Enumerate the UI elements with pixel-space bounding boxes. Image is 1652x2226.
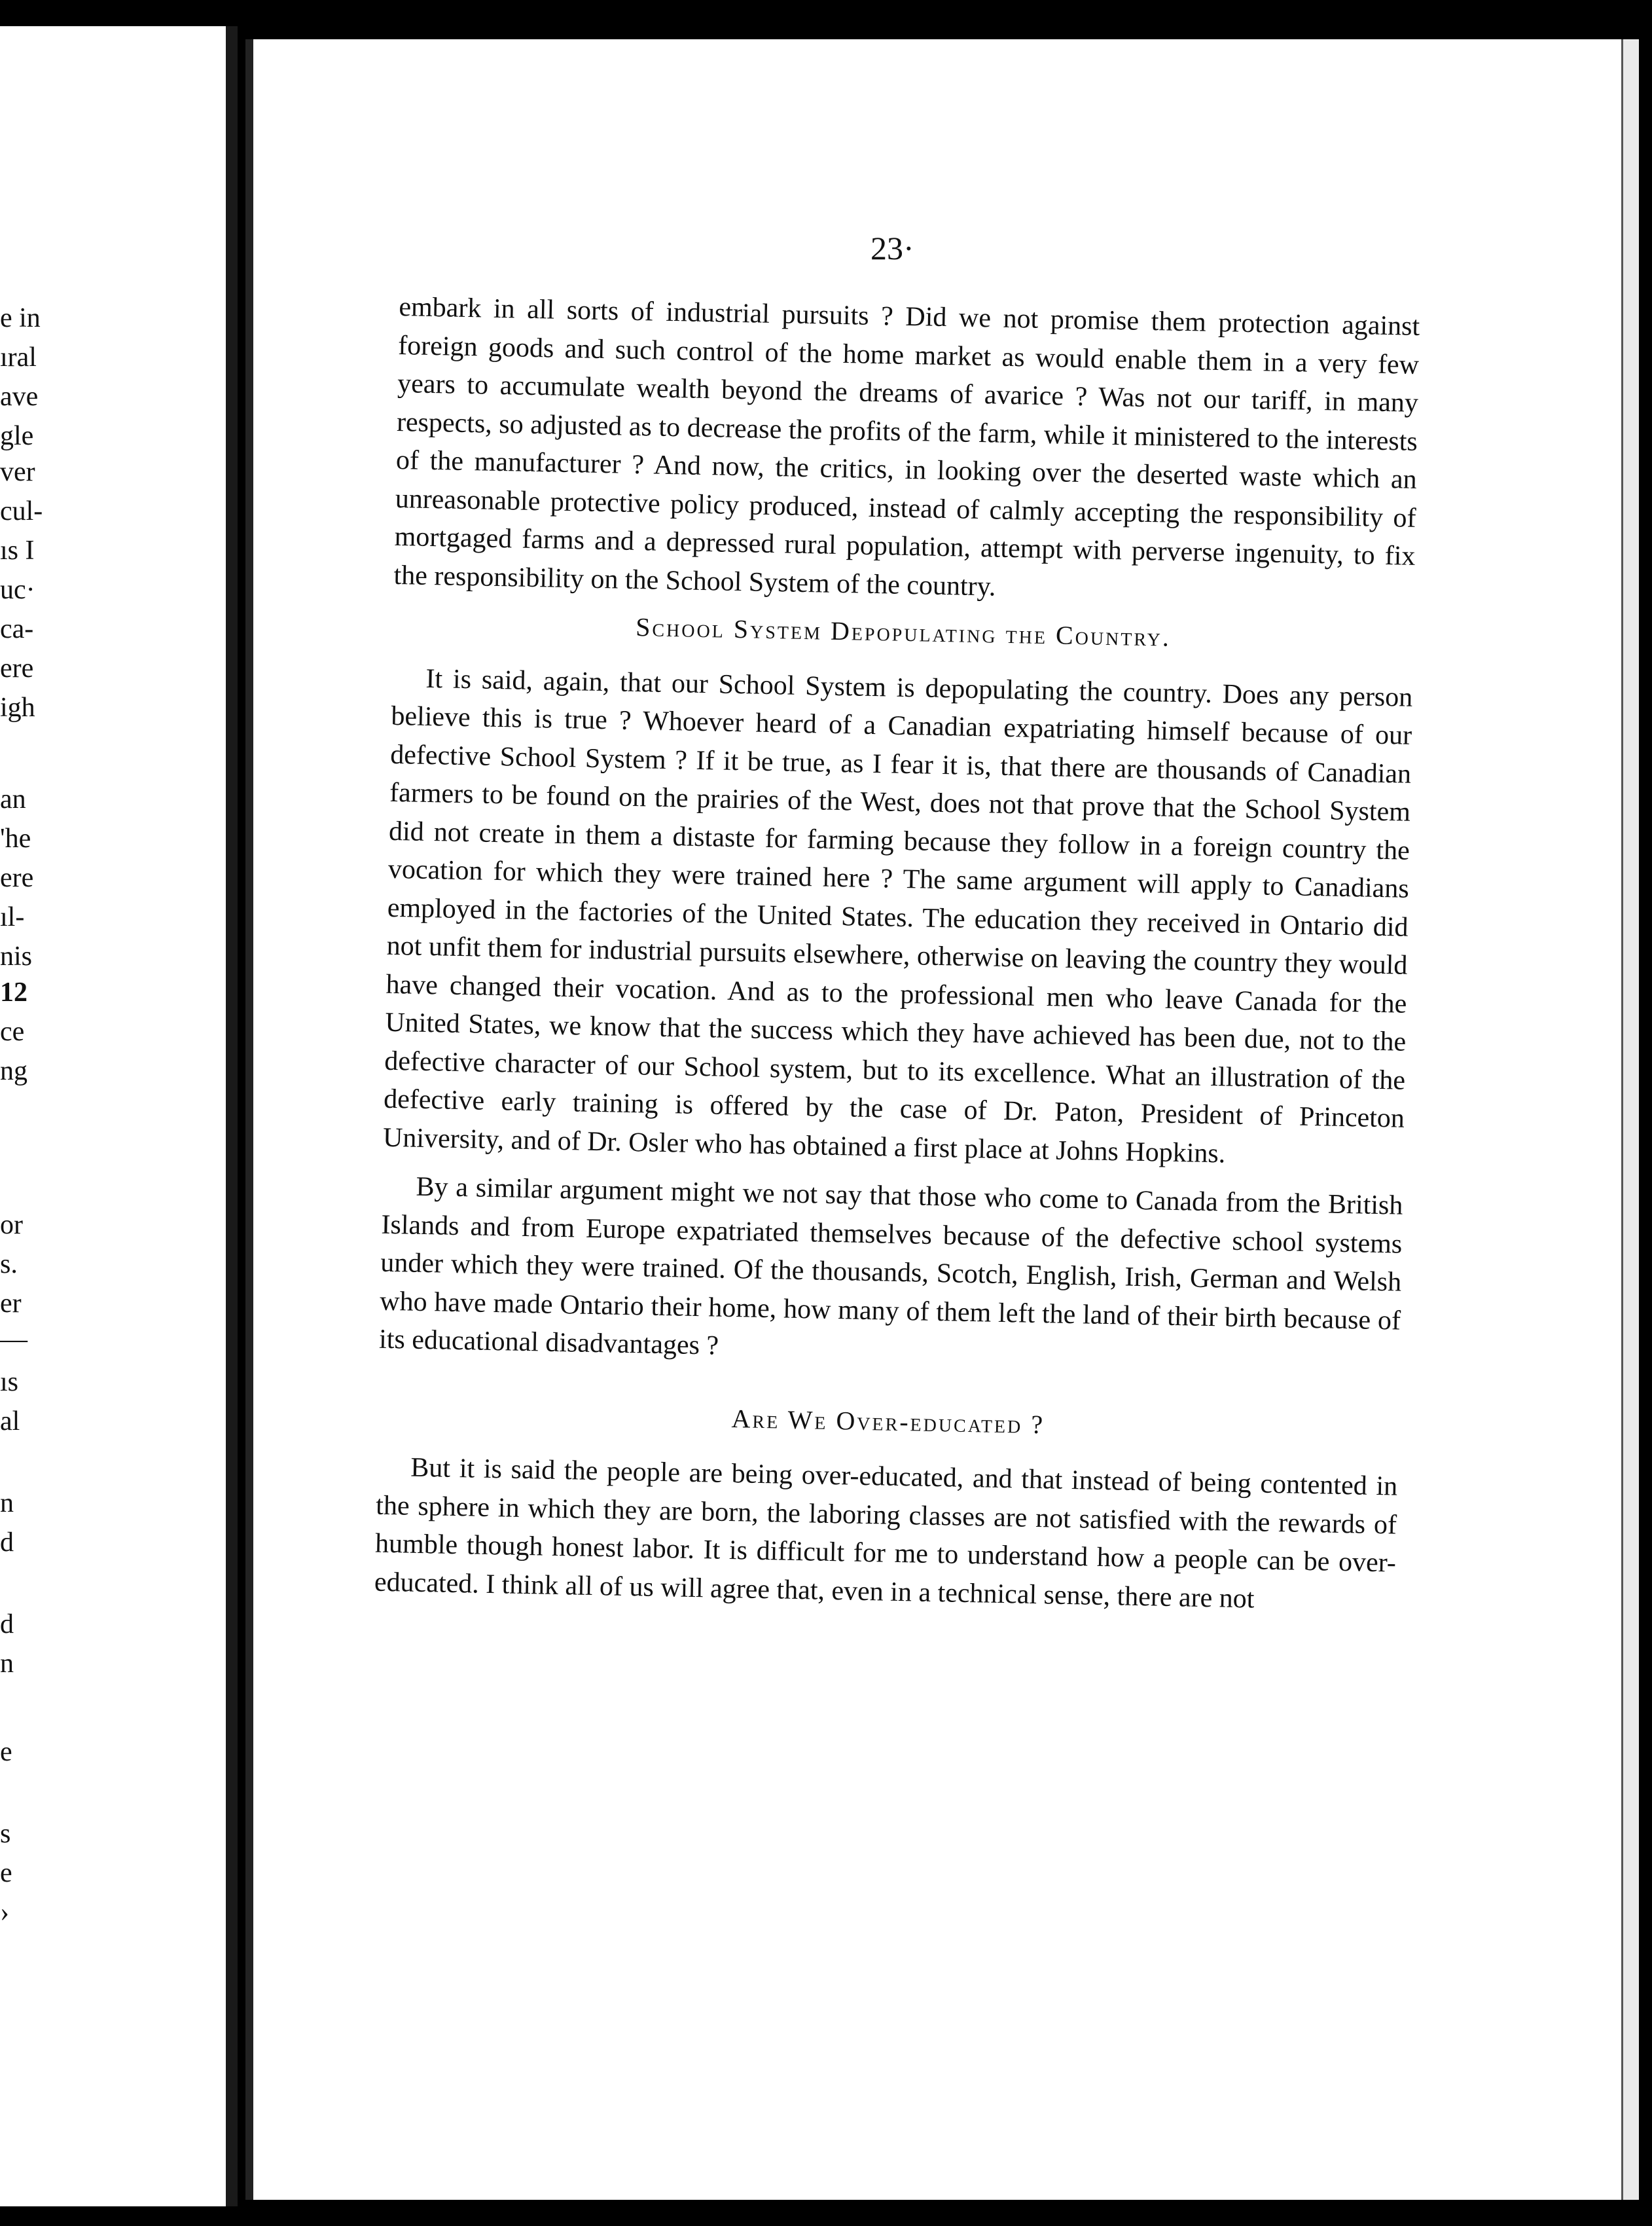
left-page-fragment: n xyxy=(0,1649,14,1679)
left-page-fragment: n xyxy=(0,1488,14,1518)
paragraph: But it is said the people are being over-educated, and that instead of being contented in the sphere in which they are born, the laboring classes are not satisfied with the rewards of humble though honest labor. It is difficult for me to understand how a people can be over-educated. I think all of us will agree that, even in a technical sense, there are not xyxy=(374,1452,1398,1614)
left-page-fragment: ce xyxy=(0,1017,25,1047)
left-page-fragment: e xyxy=(0,1737,12,1767)
left-page-fragment: 'he xyxy=(0,824,31,854)
left-page-fragment: e in xyxy=(0,303,41,333)
page-number: 23· xyxy=(871,230,914,266)
left-page-fragment: al xyxy=(0,1406,20,1436)
left-page-fragment: — xyxy=(0,1324,27,1355)
left-page-fragment: d xyxy=(0,1527,14,1558)
left-page-margin xyxy=(0,26,238,2206)
left-page-fragment: nis xyxy=(0,941,33,972)
left-page-fragment: ıs xyxy=(0,1367,19,1397)
left-page-fragment: ıs I xyxy=(0,536,35,566)
section-heading: Are We Over-educated ? xyxy=(731,1403,1045,1439)
left-page-fragment: s xyxy=(0,1819,11,1849)
left-page-fragment: s. xyxy=(0,1249,18,1279)
left-page-fragment: or xyxy=(0,1210,23,1240)
paragraph: By a similar argument might we not say that those who come to Canada from the British Islands and from Europe expatriated themselves because of the defective school systems under which they were trained. Of the thousands, Scotch, English, Irish, German and Welsh who have made Ontario their home, how many of them left the land of their birth because of its educational disadvantages ? xyxy=(378,1171,1403,1361)
left-page-fragment: ıl- xyxy=(0,902,25,932)
page-body xyxy=(374,288,1420,1621)
left-page-fragment: e xyxy=(0,1858,12,1888)
paragraph: embark in all sorts of industrial pursuits ? Did we not promise them protection against foreign goods and such control of the home market as would enable them in a very few years to accumulate wealth beyond the dreams of avarice ? Was not our tariff, in many respects, so adjusted as to decrease the profits of the farm, while it ministered to the interests of the manufacturer ? And now, the critics, in looking over the deserted waste which an unreasonable protective policy produced, instead of calmly accepting the responsibility of mortgaged farms and a depressed rural population, attempt with perverse ingenuity, to fix the responsibility on the School System of the country. xyxy=(393,291,1420,602)
section-heading: School System Depopulating the Country. xyxy=(635,612,1172,652)
left-page-fragment: ıral xyxy=(0,342,37,373)
left-page-fragment: uc· xyxy=(0,575,35,605)
left-page-fragment: 12 xyxy=(0,977,27,1008)
left-page-fragment: › xyxy=(0,1897,9,1927)
left-page-fragment: cul- xyxy=(0,496,43,526)
left-page-fragment: d xyxy=(0,1609,14,1639)
paragraph: It is said, again, that our School System is depopulating the country. Does any person believe this is true ? Whoever heard of a Canadian expatriating himself because of our defective School System ? If it be true, as I fear it is, that there are thousands of Canadian farmers to be found on the prairies of the West, does not that prove that the School System did not create in them a distaste for farming because they follow in a foreign country the vocation for which they were trained here ? The same argument will apply to Canadians employed in the factories of the United States. The education they received in Ontario did not unfit them for industrial pursuits elsewhere, otherwise on leaving the country they would have changed their vocation. And as to the professional men who leave Canada for the United States, we know that the success which they have achieved has been due, not to the defective character of our School system, but to its excellence. What an illustration of the defective early training is offered by the case of Dr. Paton, President of Princeton University, and of Dr. Osler who has obtained a first place at Johns Hopkins. xyxy=(382,663,1413,1169)
left-page-fragment: ere xyxy=(0,863,34,893)
left-page-fragment: ver xyxy=(0,457,35,487)
left-page-fragment: er xyxy=(0,1288,22,1319)
left-page-fragment: an xyxy=(0,784,26,814)
left-page-fragment: ca- xyxy=(0,614,34,644)
left-page-fragment: ng xyxy=(0,1056,27,1086)
left-page-fragment: gle xyxy=(0,421,34,451)
left-page-fragment: igh xyxy=(0,693,35,723)
page-edge xyxy=(1621,39,1639,2200)
left-page-fragment: ave xyxy=(0,382,39,412)
left-page-fragment: ere xyxy=(0,653,34,684)
